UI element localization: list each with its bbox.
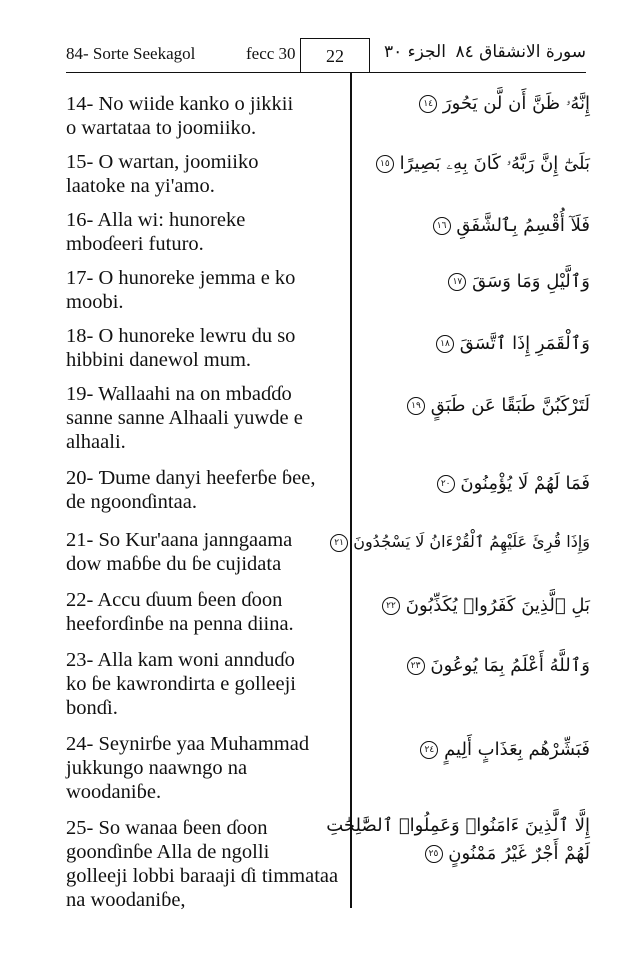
verse-arabic-17	[350, 268, 590, 296]
verse-arabic-22	[350, 592, 590, 620]
verse-arabic-25	[326, 812, 590, 868]
verse-arabic-14	[350, 90, 590, 118]
verse-translation-25: 25- So wanaa ɓeen ɗoon goonɗinɓe Alla de ngolli golleeji lobbi baraaji ɗi timmataa na woodaniɓe,	[66, 817, 339, 911]
arabic-text: بَلِ ٱلَّذِينَ كَفَرُوا۟ يُكَذِّبُونَ	[405, 595, 590, 616]
arabic-text: فَلَآ أُقْسِمُ بِٱلشَّفَقِ	[456, 215, 590, 236]
arabic-text: وَٱللَّهُ أَعْلَمُ بِمَا يُوعُونَ	[430, 655, 590, 676]
arabic-text: فَمَا لَهُمْ لَا يُؤْمِنُونَ	[460, 473, 590, 494]
verse-translation-23: 23- Alla kam woni annduɗo ko ɓe kawrondirta e golleeji bonɗi.	[66, 649, 296, 719]
verse-translation-24: 24- Seynirɓe yaa Muhammad jukkungo naawngo na woodaniɓe.	[66, 733, 310, 803]
juz-label-arabic: الجزء ٣٠	[384, 42, 446, 62]
verse-number-marker: ١٩	[407, 397, 425, 415]
verse-number-marker: ١٤	[419, 95, 437, 113]
verse-number-marker: ٢٤	[420, 741, 438, 759]
verse-number-marker: ٢٥	[425, 845, 443, 863]
verse-number-marker: ٢٢	[382, 597, 400, 615]
verse-translation-19: 19- Wallaahi na on mbaɗɗo sanne sanne Alhaali yuwde e alhaali.	[66, 383, 303, 453]
page-header	[66, 38, 586, 73]
verse-number-marker: ١٨	[436, 335, 454, 353]
verse-translation-16: 16- Alla wi: hunoreke mboɗeeri futuro.	[66, 209, 246, 255]
page-number: 22	[300, 38, 370, 72]
verse-translation-17: 17- O hunoreke jemma e ko moobi.	[66, 267, 296, 313]
verse-translation-14: 14- No wiide kanko o jikkii o wartataa to joomiiko.	[66, 93, 294, 139]
verse-translation-18: 18- O hunoreke lewru du so hibbini danewol mum.	[66, 325, 296, 371]
verse-arabic-23	[350, 652, 590, 680]
verse-number-marker: ٢٠	[437, 475, 455, 493]
surah-title-arabic: سورة الانشقاق ٨٤	[455, 42, 586, 62]
surah-title-fulfulde: 84- Sorte Seekagol	[66, 44, 196, 63]
verse-arabic-24	[350, 736, 590, 764]
arabic-text: بَلَىٰٓ إِنَّ رَبَّهُۥ كَانَ بِهِۦ بَصِيرًا	[399, 153, 590, 174]
verse-translation-20: 20- Ɗume danyi heeferɓe ɓee, de ngoonɗintaa.	[66, 467, 316, 513]
verse-number-marker: ١٧	[448, 273, 466, 291]
verse-number-marker: ١٥	[376, 155, 394, 173]
verse-translation-15: 15- O wartan, joomiiko laatoke na yi'amo.	[66, 151, 259, 197]
verse-number-marker: ٢٣	[407, 657, 425, 675]
juz-label: fecc 30	[246, 44, 296, 63]
arabic-text: وَٱلْقَمَرِ إِذَا ٱتَّسَقَ	[459, 333, 590, 354]
verse-number-marker: ٢١	[330, 534, 348, 552]
verse-number-marker: ١٦	[433, 217, 451, 235]
arabic-text: وَٱلَّيْلِ وَمَا وَسَقَ	[472, 271, 590, 292]
verse-arabic-20	[350, 470, 590, 498]
verse-arabic-16	[350, 212, 590, 240]
verse-translation-22: 22- Accu ɗuum ɓeen ɗoon heeforɗinɓe na penna diina.	[66, 589, 294, 635]
arabic-text: إِلَّا ٱلَّذِينَ ءَامَنُوا۟ وَعَمِلُوا۟ ٱلصَّٰلِحَٰتِ لَهُمْ أَجْرٌ غَيْرُ مَمْنُونٍ	[326, 815, 590, 864]
verse-arabic-21	[334, 528, 590, 556]
arabic-text: وَإِذَا قُرِئَ عَلَيْهِمُ ٱلْقُرْءَانُ لَا يَسْجُدُونَ	[353, 532, 590, 551]
arabic-text: إِنَّهُۥ ظَنَّ أَن لَّن يَحُورَ	[442, 93, 590, 114]
verse-translation-21: 21- So Kur'aana janngaama dow maɓɓe du ɓe cujidata	[66, 529, 293, 575]
verse-arabic-19	[350, 392, 590, 420]
arabic-text: فَبَشِّرْهُم بِعَذَابٍ أَلِيمٍ	[444, 739, 590, 760]
verse-arabic-18	[350, 330, 590, 358]
verse-arabic-15	[350, 150, 590, 178]
arabic-text: لَتَرْكَبُنَّ طَبَقًا عَن طَبَقٍ	[430, 395, 590, 416]
